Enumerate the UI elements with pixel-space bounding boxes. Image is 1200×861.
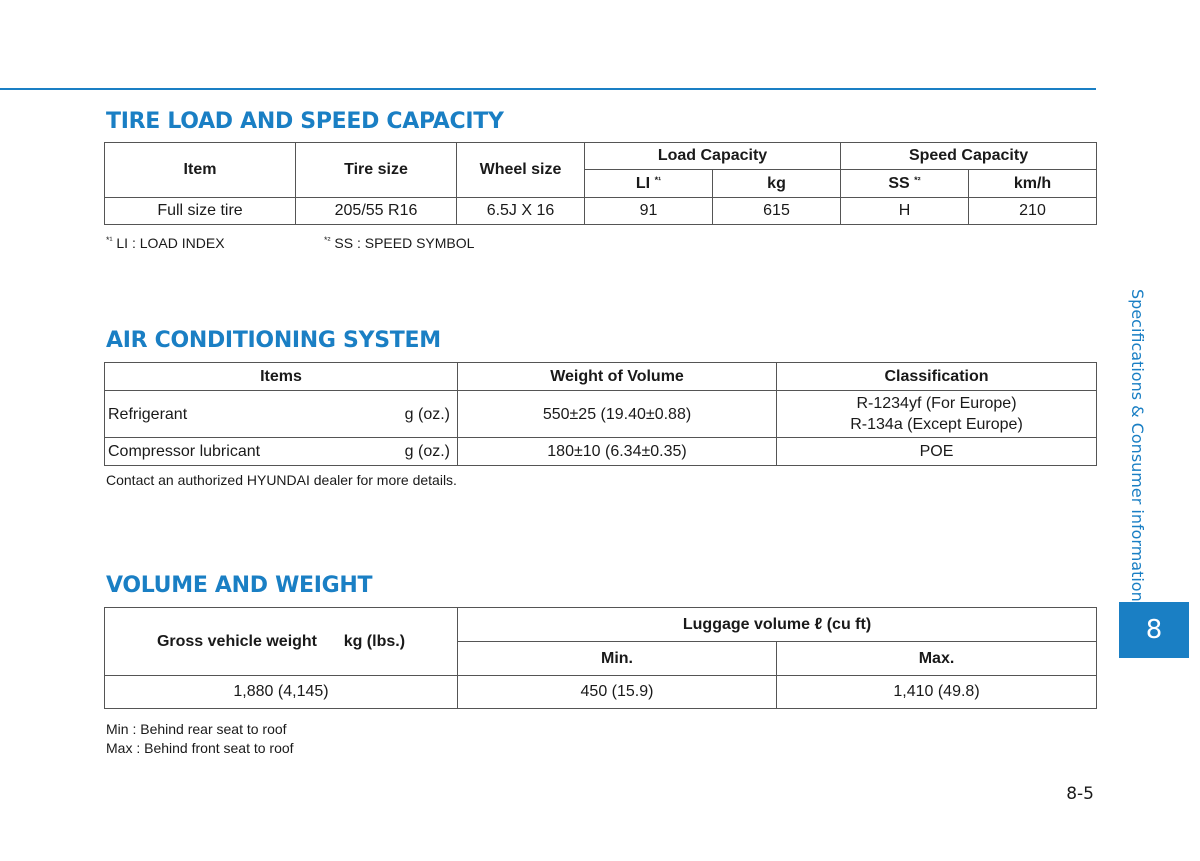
- cell-ss: H: [841, 198, 969, 225]
- header-weight-of-volume: Weight of Volume: [458, 363, 777, 391]
- cell-gross-weight: 1,880 (4,145): [105, 676, 458, 709]
- tire-footnote-1: $^{*^1}$ LI : LOAD INDEX: [106, 235, 225, 251]
- header-load-capacity: Load Capacity: [585, 143, 841, 170]
- header-luggage-volume: Luggage volume ℓ (cu ft): [458, 608, 1097, 642]
- cell-item: Full size tire: [105, 198, 296, 225]
- volume-note-max: Max : Behind front seat to roof: [106, 740, 294, 756]
- cell-refrigerant: Refrigerant g (oz.): [105, 391, 458, 438]
- header-classification: Classification: [777, 363, 1097, 391]
- cell-max: 1,410 (49.8): [777, 676, 1097, 709]
- cell-refrigerant-class: R-1234yf (For Europe) R-134a (Except Europe): [777, 391, 1097, 438]
- cell-lubricant-weight: 180±10 (6.34±0.35): [458, 438, 777, 466]
- cell-wheel-size: 6.5J X 16: [457, 198, 585, 225]
- header-kg: kg: [713, 170, 841, 198]
- header-li: LI $^{*^1}$: [585, 170, 713, 198]
- cell-kg: 615: [713, 198, 841, 225]
- ac-section-title: AIR CONDITIONING SYSTEM: [106, 328, 441, 353]
- footnote-mark-1: *¹: [654, 174, 662, 185]
- header-min: Min.: [458, 642, 777, 676]
- tire-section-title: TIRE LOAD AND SPEED CAPACITY: [106, 109, 504, 134]
- tire-table: [104, 142, 1097, 225]
- ac-table: [104, 362, 1097, 466]
- page-number: 8-5: [1066, 784, 1094, 804]
- cell-li: 91: [585, 198, 713, 225]
- cell-min: 450 (15.9): [458, 676, 777, 709]
- table-row: [105, 438, 1097, 466]
- ac-note: Contact an authorized HYUNDAI dealer for more details.: [106, 472, 457, 488]
- tire-footnote-2: $^{*^2}$ SS : SPEED SYMBOL: [324, 235, 475, 251]
- footnote-mark-2: *²: [914, 174, 921, 185]
- header-items: Items: [105, 363, 458, 391]
- header-max: Max.: [777, 642, 1097, 676]
- cell-kmh: 210: [969, 198, 1097, 225]
- table-row: [105, 391, 1097, 438]
- header-wheel-size: Wheel size: [457, 143, 585, 198]
- header-ss: SS $^{*^2}$: [841, 170, 969, 198]
- chapter-side-label: Specifications & Consumer information: [1128, 289, 1147, 602]
- volume-section-title: VOLUME AND WEIGHT: [106, 573, 373, 598]
- table-row: [105, 676, 1097, 709]
- top-rule: [0, 88, 1096, 90]
- volume-note-min: Min : Behind rear seat to roof: [106, 721, 287, 737]
- table-row: [105, 198, 1097, 225]
- chapter-tab: 8: [1119, 602, 1189, 658]
- cell-compressor-lubricant: Compressor lubricant g (oz.): [105, 438, 458, 466]
- header-kmh: km/h: [969, 170, 1097, 198]
- header-speed-capacity: Speed Capacity: [841, 143, 1097, 170]
- cell-tire-size: 205/55 R16: [296, 198, 457, 225]
- cell-refrigerant-weight: 550±25 (19.40±0.88): [458, 391, 777, 438]
- cell-lubricant-class: POE: [777, 438, 1097, 466]
- volume-table: [104, 607, 1097, 709]
- header-tire-size: Tire size: [296, 143, 457, 198]
- header-item: Item: [105, 143, 296, 198]
- header-gross-vehicle-weight: Gross vehicle weight kg (lbs.): [105, 608, 458, 676]
